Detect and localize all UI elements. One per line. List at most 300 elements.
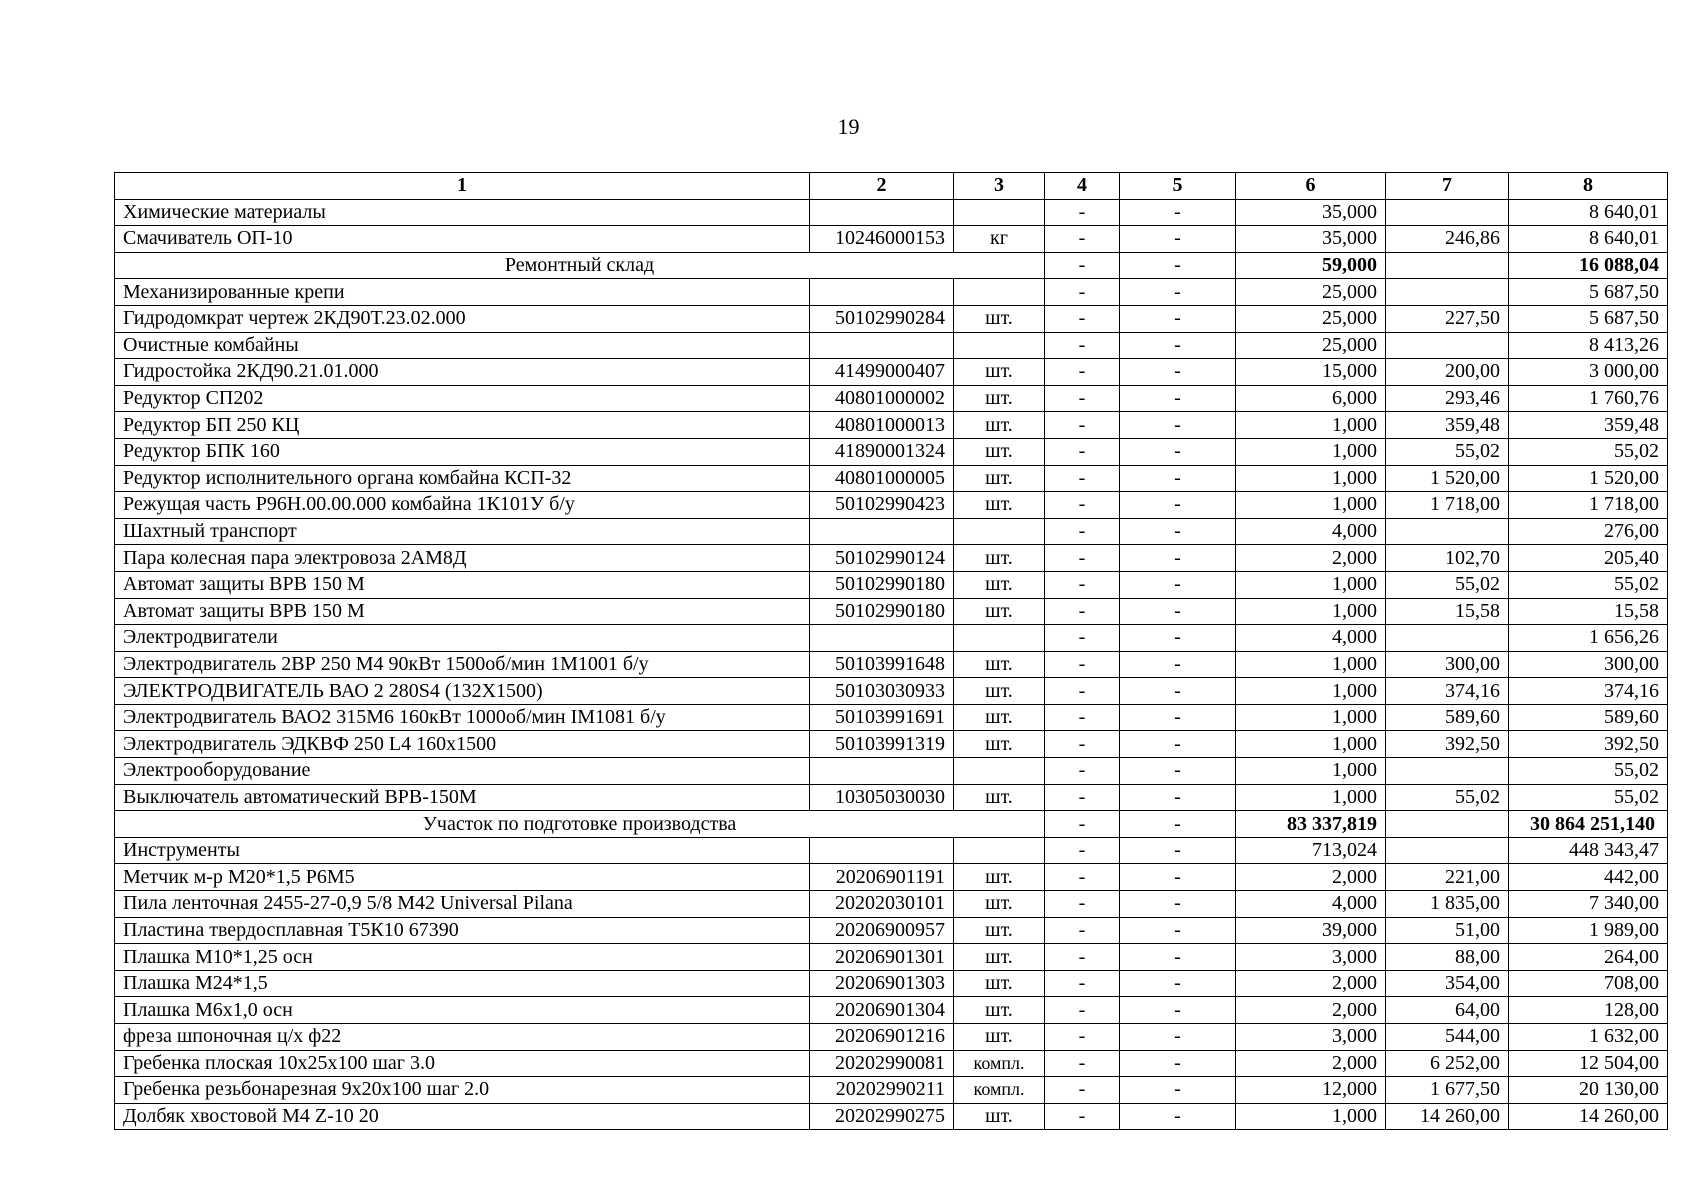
group-row (115, 332, 1668, 359)
price-value: 221,00 (1386, 864, 1509, 891)
col-5-value: - (1120, 1050, 1236, 1077)
item-code (810, 518, 954, 545)
price-value: 102,70 (1386, 545, 1509, 572)
col-5-value: - (1120, 252, 1236, 279)
item-unit: шт. (954, 412, 1045, 439)
amount-value: 55,02 (1509, 758, 1668, 785)
amount-value: 5 687,50 (1509, 279, 1668, 306)
header-col-3: 3 (954, 173, 1045, 200)
group-row (115, 279, 1668, 306)
quantity-value: 12,000 (1236, 1077, 1386, 1104)
item-name: Гидростойка 2КД90.21.01.000 (115, 359, 810, 386)
item-code: 41499000407 (810, 359, 954, 386)
price-value: 14 260,00 (1386, 1103, 1509, 1130)
group-name: Химические материалы (115, 199, 810, 226)
header-col-2: 2 (810, 173, 954, 200)
col-4-value: - (1045, 837, 1120, 864)
header-row (115, 173, 1668, 200)
price-value (1386, 332, 1509, 359)
item-code: 20202990275 (810, 1103, 954, 1130)
col-4-value: - (1045, 226, 1120, 253)
price-value (1386, 252, 1509, 279)
col-5-value: - (1120, 731, 1236, 758)
quantity-value: 1,000 (1236, 598, 1386, 625)
price-value: 51,00 (1386, 917, 1509, 944)
col-5-value: - (1120, 199, 1236, 226)
quantity-value: 1,000 (1236, 412, 1386, 439)
price-value: 55,02 (1386, 784, 1509, 811)
table-row (115, 571, 1668, 598)
col-5-value: - (1120, 226, 1236, 253)
item-code: 50103991319 (810, 731, 954, 758)
col-5-value: - (1120, 545, 1236, 572)
col-5-value: - (1120, 518, 1236, 545)
group-name: Инструменты (115, 837, 810, 864)
item-unit: компл. (954, 1050, 1045, 1077)
table-row (115, 678, 1668, 705)
quantity-value: 3,000 (1236, 944, 1386, 971)
amount-value: 374,16 (1509, 678, 1668, 705)
quantity-value: 83 337,819 (1236, 811, 1386, 838)
col-4-value: - (1045, 784, 1120, 811)
col-5-value: - (1120, 359, 1236, 386)
col-4-value: - (1045, 199, 1120, 226)
price-value: 1 718,00 (1386, 492, 1509, 519)
col-4-value: - (1045, 545, 1120, 572)
item-unit: шт. (954, 1103, 1045, 1130)
table-row (115, 545, 1668, 572)
col-5-value: - (1120, 598, 1236, 625)
price-value: 1 677,50 (1386, 1077, 1509, 1104)
price-value: 88,00 (1386, 944, 1509, 971)
price-value: 293,46 (1386, 385, 1509, 412)
col-5-value: - (1120, 1077, 1236, 1104)
price-value: 15,58 (1386, 598, 1509, 625)
col-4-value: - (1045, 678, 1120, 705)
item-unit: шт. (954, 492, 1045, 519)
table-row (115, 731, 1668, 758)
item-code (810, 332, 954, 359)
item-code: 50103991691 (810, 704, 954, 731)
item-code: 20206901304 (810, 997, 954, 1024)
col-5-value: - (1120, 1103, 1236, 1130)
col-5-value: - (1120, 1024, 1236, 1051)
col-5-value: - (1120, 704, 1236, 731)
header-col-1: 1 (115, 173, 810, 200)
section-row (115, 811, 1668, 838)
quantity-value: 1,000 (1236, 571, 1386, 598)
col-4-value: - (1045, 731, 1120, 758)
group-row (115, 518, 1668, 545)
price-value: 55,02 (1386, 438, 1509, 465)
item-unit: шт. (954, 598, 1045, 625)
table-row (115, 704, 1668, 731)
quantity-value: 2,000 (1236, 997, 1386, 1024)
table-row (115, 359, 1668, 386)
col-5-value: - (1120, 678, 1236, 705)
amount-value: 55,02 (1509, 571, 1668, 598)
item-code: 50102990124 (810, 545, 954, 572)
amount-value: 20 130,00 (1509, 1077, 1668, 1104)
item-name: Пила ленточная 2455-27-0,9 5/8 M42 Universal Pilana (115, 891, 810, 918)
table-row (115, 1077, 1668, 1104)
table-row (115, 598, 1668, 625)
item-name: Метчик м-р М20*1,5 Р6М5 (115, 864, 810, 891)
price-value: 300,00 (1386, 651, 1509, 678)
table-row (115, 784, 1668, 811)
amount-value: 276,00 (1509, 518, 1668, 545)
amount-value: 15,58 (1509, 598, 1668, 625)
col-5-value: - (1120, 279, 1236, 306)
col-4-value: - (1045, 252, 1120, 279)
price-value (1386, 518, 1509, 545)
col-4-value: - (1045, 811, 1120, 838)
quantity-value: 4,000 (1236, 625, 1386, 652)
item-name: Электродвигатель ВАО2 315М6 160кВт 1000об/мин IM1081 б/у (115, 704, 810, 731)
page-number: 19 (837, 114, 860, 139)
col-4-value: - (1045, 571, 1120, 598)
col-4-value: - (1045, 518, 1120, 545)
price-value: 544,00 (1386, 1024, 1509, 1051)
item-code (810, 279, 954, 306)
quantity-value: 6,000 (1236, 385, 1386, 412)
group-name: Шахтный транспорт (115, 518, 810, 545)
price-value: 227,50 (1386, 305, 1509, 332)
price-value: 392,50 (1386, 731, 1509, 758)
quantity-value: 2,000 (1236, 970, 1386, 997)
item-unit: шт. (954, 704, 1045, 731)
col-4-value: - (1045, 944, 1120, 971)
col-5-value: - (1120, 837, 1236, 864)
section-name: Ремонтный склад (115, 252, 1045, 279)
table-row (115, 1050, 1668, 1077)
amount-value: 359,48 (1509, 412, 1668, 439)
quantity-value: 1,000 (1236, 704, 1386, 731)
amount-value: 7 340,00 (1509, 891, 1668, 918)
table-header (115, 173, 1668, 200)
quantity-value: 4,000 (1236, 891, 1386, 918)
amount-value: 392,50 (1509, 731, 1668, 758)
col-4-value: - (1045, 1024, 1120, 1051)
item-code (810, 199, 954, 226)
quantity-value: 1,000 (1236, 1103, 1386, 1130)
item-name: Автомат защиты ВРВ 150 М (115, 598, 810, 625)
col-5-value: - (1120, 651, 1236, 678)
quantity-value: 25,000 (1236, 332, 1386, 359)
amount-value: 1 520,00 (1509, 465, 1668, 492)
item-unit: шт. (954, 731, 1045, 758)
col-4-value: - (1045, 465, 1120, 492)
quantity-value: 1,000 (1236, 465, 1386, 492)
item-code: 50103991648 (810, 651, 954, 678)
item-code (810, 837, 954, 864)
quantity-value: 39,000 (1236, 917, 1386, 944)
amount-value: 589,60 (1509, 704, 1668, 731)
item-unit: шт. (954, 651, 1045, 678)
item-name: Плашка М6х1,0 осн (115, 997, 810, 1024)
amount-value: 12 504,00 (1509, 1050, 1668, 1077)
group-row (115, 837, 1668, 864)
item-code (810, 625, 954, 652)
group-row (115, 758, 1668, 785)
col-4-value: - (1045, 492, 1120, 519)
amount-value: 55,02 (1509, 438, 1668, 465)
price-value: 55,02 (1386, 571, 1509, 598)
table-row (115, 465, 1668, 492)
item-code: 20206900957 (810, 917, 954, 944)
quantity-value: 25,000 (1236, 279, 1386, 306)
col-5-value: - (1120, 571, 1236, 598)
price-value: 200,00 (1386, 359, 1509, 386)
col-5-value: - (1120, 412, 1236, 439)
amount-value: 300,00 (1509, 651, 1668, 678)
table-row (115, 412, 1668, 439)
item-name: Электродвигатель 2ВР 250 М4 90кВт 1500об/мин 1М1001 б/у (115, 651, 810, 678)
col-5-value: - (1120, 385, 1236, 412)
quantity-value: 1,000 (1236, 731, 1386, 758)
col-4-value: - (1045, 864, 1120, 891)
header-col-4: 4 (1045, 173, 1120, 200)
table-row (115, 1103, 1668, 1130)
amount-value: 205,40 (1509, 545, 1668, 572)
item-name: Редуктор БП 250 КЦ (115, 412, 810, 439)
amount-value: 708,00 (1509, 970, 1668, 997)
col-4-value: - (1045, 1103, 1120, 1130)
item-unit (954, 518, 1045, 545)
header-col-5: 5 (1120, 173, 1236, 200)
price-value: 374,16 (1386, 678, 1509, 705)
col-4-value: - (1045, 305, 1120, 332)
col-4-value: - (1045, 332, 1120, 359)
header-col-7: 7 (1386, 173, 1509, 200)
price-value (1386, 199, 1509, 226)
item-code: 20206901191 (810, 864, 954, 891)
col-5-value: - (1120, 944, 1236, 971)
item-unit (954, 199, 1045, 226)
price-value: 246,86 (1386, 226, 1509, 253)
price-value (1386, 758, 1509, 785)
col-4-value: - (1045, 704, 1120, 731)
item-code: 20202990211 (810, 1077, 954, 1104)
item-name: Плашка М24*1,5 (115, 970, 810, 997)
quantity-value: 4,000 (1236, 518, 1386, 545)
price-value (1386, 279, 1509, 306)
table-row (115, 651, 1668, 678)
amount-value: 8 640,01 (1509, 199, 1668, 226)
col-4-value: - (1045, 385, 1120, 412)
col-5-value: - (1120, 811, 1236, 838)
quantity-value: 2,000 (1236, 1050, 1386, 1077)
item-unit: шт. (954, 305, 1045, 332)
quantity-value: 1,000 (1236, 678, 1386, 705)
table-row (115, 226, 1668, 253)
item-name: Пара колесная пара электровоза 2АМ8Д (115, 545, 810, 572)
inventory-table (114, 172, 1668, 1130)
item-unit: шт. (954, 917, 1045, 944)
item-unit (954, 279, 1045, 306)
price-value (1386, 625, 1509, 652)
item-code: 20206901303 (810, 970, 954, 997)
amount-value: 3 000,00 (1509, 359, 1668, 386)
price-value: 359,48 (1386, 412, 1509, 439)
item-name: Редуктор СП202 (115, 385, 810, 412)
item-code: 20202030101 (810, 891, 954, 918)
item-name: Выключатель автоматический ВРВ-150М (115, 784, 810, 811)
header-col-8: 8 (1509, 173, 1668, 200)
amount-value: 1 718,00 (1509, 492, 1668, 519)
table-body (115, 199, 1668, 1130)
item-code: 50102990180 (810, 571, 954, 598)
col-5-value: - (1120, 438, 1236, 465)
item-name: Плашка М10*1,25 осн (115, 944, 810, 971)
table-row (115, 997, 1668, 1024)
item-name: Редуктор исполнительного органа комбайна КСП-32 (115, 465, 810, 492)
col-4-value: - (1045, 651, 1120, 678)
item-name: Автомат защиты ВРВ 150 М (115, 571, 810, 598)
item-name: Режущая часть Р96Н.00.00.000 комбайна 1К101У б/у (115, 492, 810, 519)
price-value: 589,60 (1386, 704, 1509, 731)
item-name: Гребенка резьбонарезная 9х20х100 шаг 2.0 (115, 1077, 810, 1104)
item-unit (954, 625, 1045, 652)
col-5-value: - (1120, 332, 1236, 359)
col-4-value: - (1045, 997, 1120, 1024)
item-unit: шт. (954, 465, 1045, 492)
group-row (115, 199, 1668, 226)
item-code: 50103030933 (810, 678, 954, 705)
table-row (115, 970, 1668, 997)
col-4-value: - (1045, 917, 1120, 944)
amount-value: 448 343,47 (1509, 837, 1668, 864)
item-name: фреза шпоночная ц/х ф22 (115, 1024, 810, 1051)
col-5-value: - (1120, 917, 1236, 944)
item-unit: шт. (954, 784, 1045, 811)
item-code: 40801000002 (810, 385, 954, 412)
col-4-value: - (1045, 891, 1120, 918)
col-4-value: - (1045, 438, 1120, 465)
amount-value: 1 632,00 (1509, 1024, 1668, 1051)
group-name: Электродвигатели (115, 625, 810, 652)
quantity-value: 1,000 (1236, 758, 1386, 785)
group-name: Очистные комбайны (115, 332, 810, 359)
amount-value: 1 760,76 (1509, 385, 1668, 412)
quantity-value: 1,000 (1236, 651, 1386, 678)
item-code: 50102990180 (810, 598, 954, 625)
quantity-value: 2,000 (1236, 864, 1386, 891)
col-4-value: - (1045, 1077, 1120, 1104)
quantity-value: 2,000 (1236, 545, 1386, 572)
col-4-value: - (1045, 625, 1120, 652)
item-code: 40801000005 (810, 465, 954, 492)
table-row (115, 438, 1668, 465)
col-4-value: - (1045, 970, 1120, 997)
table-row (115, 305, 1668, 332)
item-name: ЭЛЕКТРОДВИГАТЕЛЬ ВАО 2 280S4 (132Х1500) (115, 678, 810, 705)
item-code: 20206901301 (810, 944, 954, 971)
header-col-6: 6 (1236, 173, 1386, 200)
col-4-value: - (1045, 412, 1120, 439)
group-name: Механизированные крепи (115, 279, 810, 306)
price-value: 1 520,00 (1386, 465, 1509, 492)
quantity-value: 35,000 (1236, 199, 1386, 226)
col-5-value: - (1120, 305, 1236, 332)
amount-value: 30 864 251,140 (1509, 811, 1668, 838)
quantity-value: 59,000 (1236, 252, 1386, 279)
item-code: 41890001324 (810, 438, 954, 465)
table-row (115, 891, 1668, 918)
item-code: 50102990423 (810, 492, 954, 519)
col-4-value: - (1045, 758, 1120, 785)
item-unit: кг (954, 226, 1045, 253)
amount-value: 5 687,50 (1509, 305, 1668, 332)
col-4-value: - (1045, 279, 1120, 306)
section-name: Участок по подготовке производства (115, 811, 1045, 838)
item-unit (954, 332, 1045, 359)
price-value: 1 835,00 (1386, 891, 1509, 918)
table-row (115, 385, 1668, 412)
quantity-value: 713,024 (1236, 837, 1386, 864)
quantity-value: 3,000 (1236, 1024, 1386, 1051)
item-unit: шт. (954, 678, 1045, 705)
item-code: 10246000153 (810, 226, 954, 253)
amount-value: 442,00 (1509, 864, 1668, 891)
amount-value: 128,00 (1509, 997, 1668, 1024)
item-unit: шт. (954, 385, 1045, 412)
item-unit: компл. (954, 1077, 1045, 1104)
col-5-value: - (1120, 891, 1236, 918)
col-5-value: - (1120, 492, 1236, 519)
quantity-value: 1,000 (1236, 492, 1386, 519)
item-unit: шт. (954, 997, 1045, 1024)
item-code: 50102990284 (810, 305, 954, 332)
quantity-value: 35,000 (1236, 226, 1386, 253)
table-row (115, 492, 1668, 519)
item-name: Долбяк хвостовой М4 Z-10 20 (115, 1103, 810, 1130)
item-code: 20202990081 (810, 1050, 954, 1077)
item-unit: шт. (954, 970, 1045, 997)
amount-value: 16 088,04 (1509, 252, 1668, 279)
col-4-value: - (1045, 359, 1120, 386)
col-5-value: - (1120, 997, 1236, 1024)
col-4-value: - (1045, 598, 1120, 625)
table-row (115, 917, 1668, 944)
table-row (115, 864, 1668, 891)
quantity-value: 25,000 (1236, 305, 1386, 332)
item-unit: шт. (954, 864, 1045, 891)
quantity-value: 1,000 (1236, 784, 1386, 811)
table-row (115, 1024, 1668, 1051)
item-name: Электродвигатель ЭДКВФ 250 L4 160х1500 (115, 731, 810, 758)
item-unit: шт. (954, 1024, 1045, 1051)
item-code: 10305030030 (810, 784, 954, 811)
item-name: Гидродомкрат чертеж 2КД90Т.23.02.000 (115, 305, 810, 332)
col-4-value: - (1045, 1050, 1120, 1077)
item-unit: шт. (954, 545, 1045, 572)
amount-value: 1 989,00 (1509, 917, 1668, 944)
group-row (115, 625, 1668, 652)
item-name: Гребенка плоская 10х25х100 шаг 3.0 (115, 1050, 810, 1077)
item-unit (954, 837, 1045, 864)
col-5-value: - (1120, 758, 1236, 785)
item-code: 40801000013 (810, 412, 954, 439)
item-code (810, 758, 954, 785)
amount-value: 55,02 (1509, 784, 1668, 811)
item-code: 20206901216 (810, 1024, 954, 1051)
quantity-value: 15,000 (1236, 359, 1386, 386)
col-5-value: - (1120, 465, 1236, 492)
amount-value: 264,00 (1509, 944, 1668, 971)
item-unit: шт. (954, 359, 1045, 386)
item-unit: шт. (954, 571, 1045, 598)
